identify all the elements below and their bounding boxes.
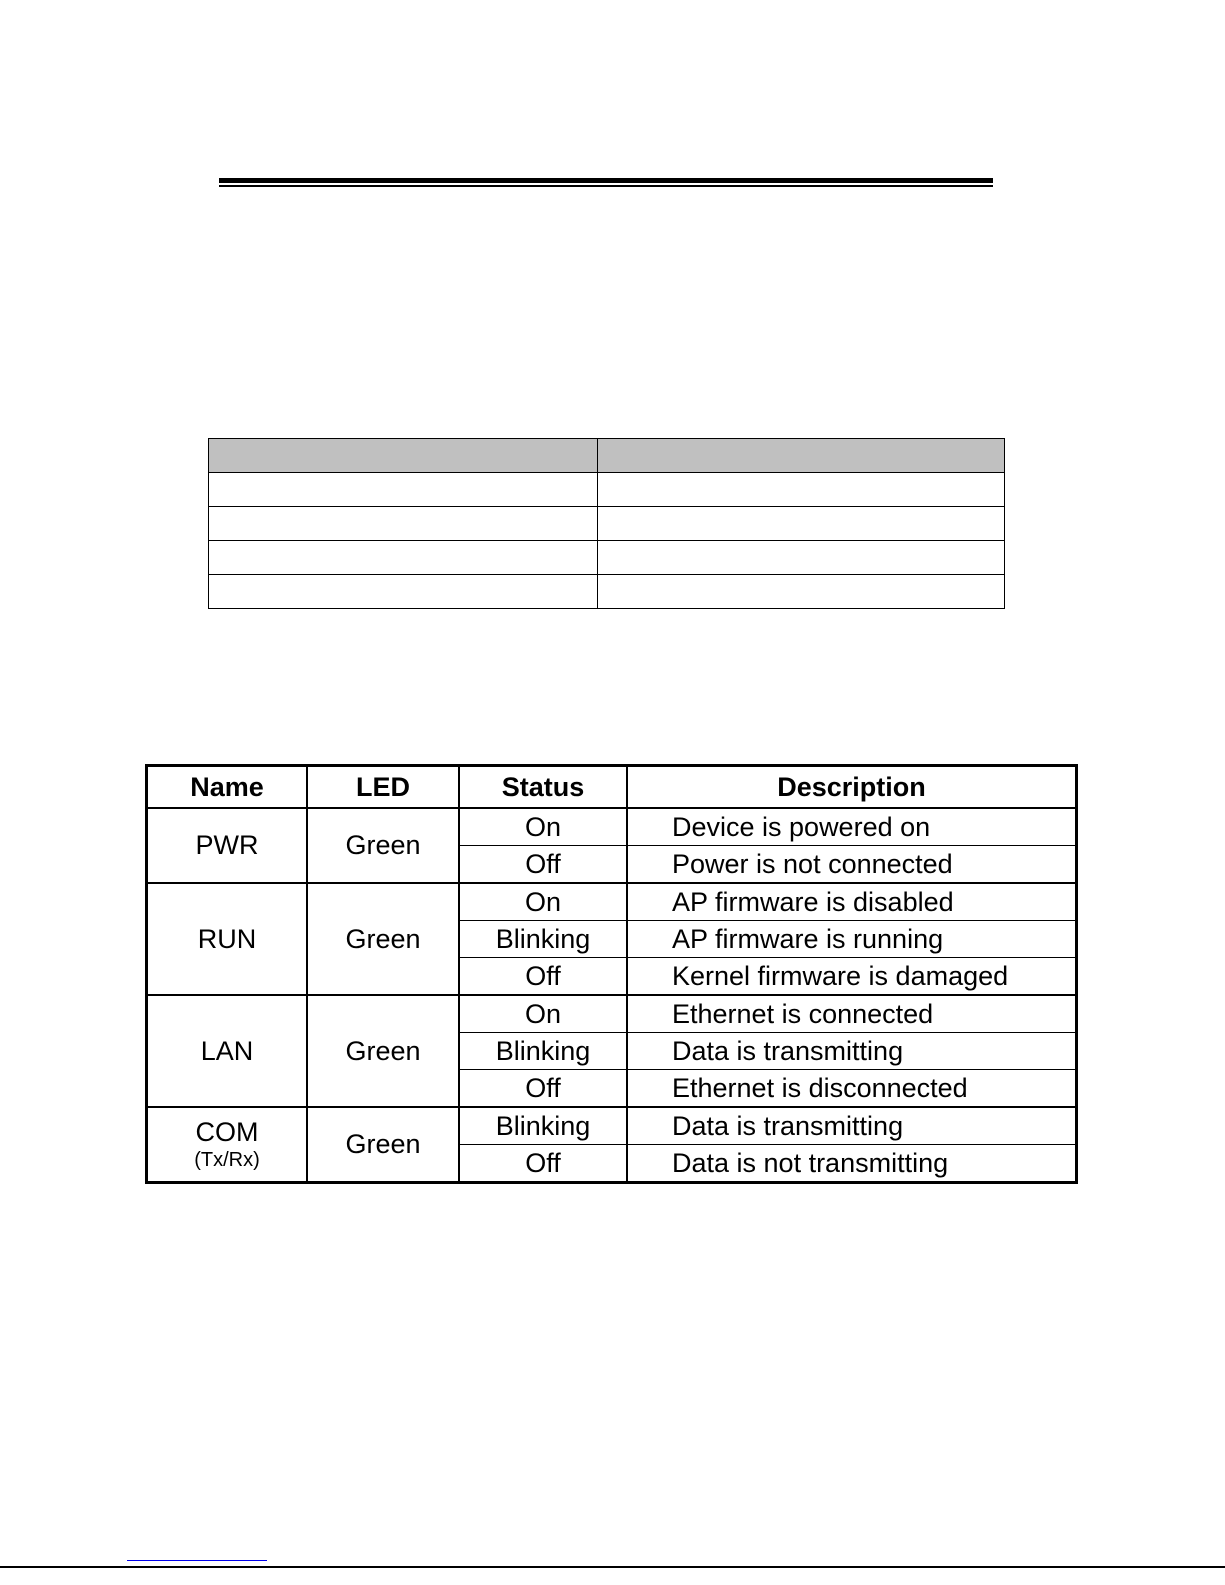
empty-table-header-row <box>209 439 1005 473</box>
status-cell: Blinking <box>459 1033 627 1070</box>
led-name-main: COM <box>195 1117 259 1147</box>
description-cell: Device is powered on <box>627 808 1077 846</box>
led-name-cell: LAN <box>147 995 308 1107</box>
description-cell: Ethernet is connected <box>627 995 1077 1033</box>
header-name: Name <box>147 766 308 809</box>
description-cell: Data is not transmitting <box>627 1145 1077 1183</box>
led-name-cell: RUN <box>147 883 308 995</box>
empty-table-row <box>209 473 1005 507</box>
description-cell: Ethernet is disconnected <box>627 1070 1077 1108</box>
empty-header-cell <box>598 439 1005 473</box>
status-cell: Blinking <box>459 921 627 958</box>
led-color-cell: Green <box>307 883 459 995</box>
empty-cell <box>209 473 598 507</box>
table-row <box>147 808 1077 846</box>
empty-table-row <box>209 507 1005 541</box>
empty-cell <box>598 473 1005 507</box>
table-row <box>147 1107 1077 1145</box>
page-bottom-border <box>0 1566 1225 1568</box>
description-cell: Kernel firmware is damaged <box>627 958 1077 996</box>
status-cell: Off <box>459 1145 627 1183</box>
status-cell: Off <box>459 1070 627 1108</box>
led-color-cell: Green <box>307 995 459 1107</box>
empty-cell <box>209 575 598 609</box>
status-cell: On <box>459 995 627 1033</box>
status-cell: On <box>459 883 627 921</box>
led-color-cell: Green <box>307 1107 459 1183</box>
empty-cell <box>598 575 1005 609</box>
empty-cell <box>598 541 1005 575</box>
empty-cell <box>598 507 1005 541</box>
header-status: Status <box>459 766 627 809</box>
header-led: LED <box>307 766 459 809</box>
description-cell: AP firmware is running <box>627 921 1077 958</box>
status-cell: On <box>459 808 627 846</box>
led-table-header-row <box>147 766 1077 809</box>
description-cell: AP firmware is disabled <box>627 883 1077 921</box>
description-cell: Data is transmitting <box>627 1107 1077 1145</box>
footer-hyperlink-underline[interactable] <box>127 1560 267 1561</box>
led-name-cell: PWR <box>147 808 308 883</box>
header-rule-thin <box>219 185 993 187</box>
led-color-cell: Green <box>307 808 459 883</box>
empty-spec-table <box>208 438 1005 609</box>
empty-cell <box>209 507 598 541</box>
header-description: Description <box>627 766 1077 809</box>
empty-table-row <box>209 541 1005 575</box>
description-cell: Data is transmitting <box>627 1033 1077 1070</box>
table-row <box>147 883 1077 921</box>
empty-header-cell <box>209 439 598 473</box>
led-name-cell <box>147 1107 308 1183</box>
header-rule-thick <box>219 178 993 183</box>
description-cell: Power is not connected <box>627 846 1077 884</box>
empty-cell <box>209 541 598 575</box>
status-cell: Blinking <box>459 1107 627 1145</box>
led-indicator-table <box>145 764 1078 1184</box>
empty-table-row <box>209 575 1005 609</box>
status-cell: Off <box>459 846 627 884</box>
status-cell: Off <box>459 958 627 996</box>
led-name-sub: (Tx/Rx) <box>194 1149 260 1171</box>
table-row <box>147 995 1077 1033</box>
